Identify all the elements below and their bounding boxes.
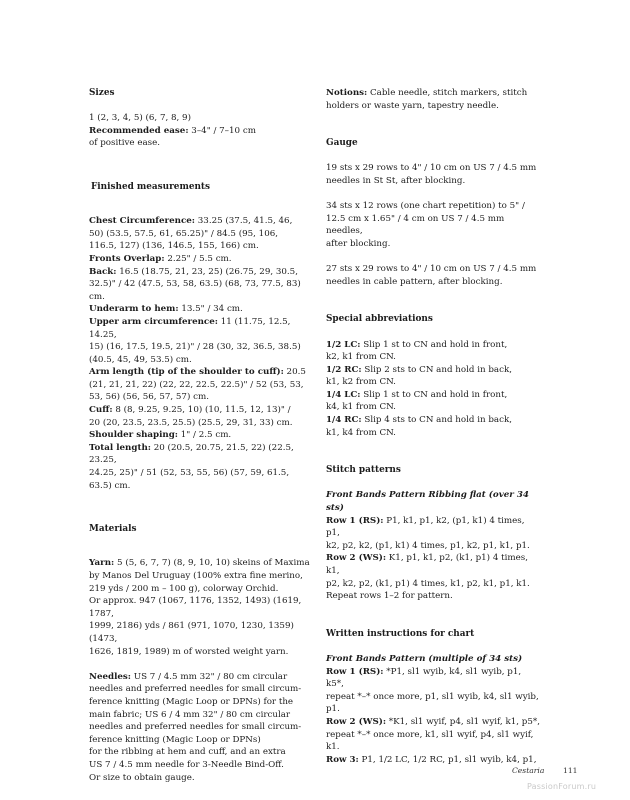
yarn-value-3: 219 yds / 200 m – 100 g), colorway Orchid. <box>89 583 279 594</box>
total-length-value-1: 20 (20.5, 20.75, 21.5, 22) (22.5, 23.25, <box>89 442 294 466</box>
needles-line <box>89 671 313 684</box>
notions-line <box>326 87 541 100</box>
gauge-heading: Gauge <box>326 138 358 149</box>
needles-value-9: Or size to obtain gauge. <box>89 772 195 783</box>
abbrev-3-line <box>326 389 541 402</box>
needles-value-8: US 7 / 4.5 mm needle for 3-Needle Bind-Off. <box>89 759 284 770</box>
page-number: 111 <box>563 766 578 775</box>
sizes-heading: Sizes <box>89 88 115 98</box>
gauge-2-line-3: after blocking. <box>326 238 391 249</box>
gauge-1-line-2: needles in St St, after blocking. <box>326 175 466 186</box>
abbrev-2-label: 1/2 RC: <box>326 364 362 375</box>
needles-value-1: US 7 / 4.5 mm 32" / 80 cm circular <box>131 671 288 682</box>
written-row-1-value-1: *P1, sl1 wyib, k4, sl1 wyib, p1, k5*, <box>326 666 522 690</box>
fronts-label: Fronts Overlap: <box>89 253 165 264</box>
gauge-2-line-2: 12.5 cm x 1.65" / 4 cm on US 7 / 4.5 mm needles, <box>326 213 505 237</box>
back-value-1: 16.5 (18.75, 21, 23, 25) (26.75, 29, 30.5, <box>116 266 298 277</box>
yarn-value-1: 5 (5, 6, 7, 7) (8, 9, 10, 10) skeins of Maxima <box>114 558 310 569</box>
back-line <box>89 266 313 279</box>
total-length-line <box>89 442 313 467</box>
abbrev-4-line <box>326 414 541 427</box>
stitch-patterns-heading: Stitch patterns <box>326 465 401 476</box>
shoulder-label: Shoulder shaping: <box>89 430 179 441</box>
needles-value-2: needles and preferred needles for small circum- <box>89 684 302 695</box>
watermark: PassionForum.ru <box>527 782 597 791</box>
stitch-row-1-value-2: k2, p2, k2, (p1, k1) 4 times, p1, k2, p1, k1, p1. <box>326 540 530 551</box>
abbrev-1-line <box>326 339 541 352</box>
cuff-value-2: 20 (20, 23.5, 23.5, 25.5) (25.5, 29, 31, 33) cm. <box>89 417 293 428</box>
written-subheading-text: Front Bands Pattern (multiple of 34 sts) <box>326 653 523 664</box>
yarn-value-2: by Manos Del Uruguay (100% extra fine merino, <box>89 571 303 581</box>
needles-value-3: ference knitting (Magic Loop or DPNs) for the <box>89 696 294 707</box>
yarn-value-5: 1999, 2186) yds / 861 (971, 1070, 1230, 1359) (1473, <box>89 621 294 644</box>
written-row-2-label: Row 2 (WS): <box>326 716 387 727</box>
written-row-3-label: Row 3: <box>326 754 359 765</box>
abbrev-2-value-1: Slip 2 sts to CN and hold in back, <box>361 364 512 375</box>
stitch-subheading <box>326 489 541 514</box>
gauge-2-line-1: 34 sts x 12 rows (one chart repetition) to 5" / <box>326 201 525 212</box>
shoulder-value: 1" / 2.5 cm. <box>178 430 232 441</box>
yarn-value-6: 1626, 1819, 1989) m of worsted weight yarn. <box>89 646 289 657</box>
ease-label: Recommended ease: <box>89 125 189 136</box>
stitch-row-1-line <box>326 515 541 540</box>
abbrev-3-value-2: k4, k1 from CN. <box>326 402 396 413</box>
notions-value-1: Cable needle, stitch markers, stitch <box>367 88 528 98</box>
footer-title: Cestaria <box>512 766 545 775</box>
underarm-value: 13.5" / 34 cm. <box>178 304 243 315</box>
notions-label: Notions: <box>326 88 368 98</box>
needles-value-5: needles and preferred needles for small circum- <box>89 722 302 733</box>
materials-heading: Materials <box>89 524 137 535</box>
abbrev-1-value-1: Slip 1 st to CN and hold in front, <box>360 339 508 350</box>
arm-length-value-3: 53, 56) (56, 56, 57, 57) cm. <box>89 392 209 403</box>
ease-line <box>89 125 313 138</box>
abbreviations-heading: Special abbreviations <box>326 314 433 325</box>
written-row-2-value-1: *K1, sl1 wyif, p4, sl1 wyif, k1, p5*, <box>386 716 540 727</box>
total-length-value-2: 24.25, 25)" / 51 (52, 53, 55, 56) (57, 59, 61.5, 63.5) cm. <box>89 468 290 491</box>
written-row-3-line <box>326 754 541 767</box>
written-row-2-line <box>326 716 541 729</box>
gauge-1-line-1: 19 sts x 29 rows to 4" / 10 cm on US 7 / 4.5 mm <box>326 163 537 174</box>
abbrev-2-value-2: k1, k2 from CN. <box>326 377 396 388</box>
upper-arm-value-2: 15) (16, 17.5, 19.5, 21)" / 28 (30, 32, 36.5, 38.5) <box>89 342 301 353</box>
chest-value-2: 50) (53.5, 57.5, 61, 65.25)" / 84.5 (95, 106, <box>89 228 279 239</box>
upper-arm-line <box>89 316 313 341</box>
stitch-row-1-value-1: P1, k1, p1, k2, (p1, k1) 4 times, p1, <box>326 515 525 539</box>
back-label: Back: <box>89 266 117 277</box>
abbrev-3-label: 1/4 LC: <box>326 389 361 400</box>
abbrev-4-value-2: k1, k4 from CN. <box>326 427 396 438</box>
stitch-repeat: Repeat rows 1–2 for pattern. <box>326 591 453 602</box>
cuff-label: Cuff: <box>89 405 113 416</box>
abbrev-3-value-1: Slip 1 st to CN and hold in front, <box>360 389 508 400</box>
yarn-line <box>89 557 313 570</box>
gauge-3-line-1: 27 sts x 29 rows to 4" / 10 cm on US 7 / 4.5 mm <box>326 264 537 275</box>
yarn-value-4: Or approx. 947 (1067, 1176, 1352, 1493) (1619, 1787, <box>89 596 302 619</box>
needles-label: Needles: <box>89 671 131 682</box>
arm-length-value-2: (21, 21, 21, 22) (22, 22, 22.5, 22.5)" / 52 (53, 53, <box>89 379 304 390</box>
written-subheading <box>326 653 541 666</box>
chest-line <box>89 215 313 228</box>
needles-value-4: main fabric; US 6 / 4 mm 32" / 80 cm circular <box>89 709 291 720</box>
upper-arm-value-1: 11 (11.75, 12.5, 14.25, <box>89 316 291 340</box>
written-row-2-value-2: repeat *–* once more, k1, sl1 wyif, p4, sl1 wyif, k1. <box>326 729 534 753</box>
abbrev-1-value-2: k2, k1 from CN. <box>326 352 396 363</box>
notions-value-2: holders or waste yarn, tapestry needle. <box>326 100 499 111</box>
chest-label: Chest Circumference: <box>89 216 195 227</box>
written-row-3-value-1: P1, 1/2 LC, 1/2 RC, p1, sl1 wyib, k4, p1, <box>358 754 537 765</box>
abbrev-4-value-1: Slip 4 sts to CN and hold in back, <box>361 415 512 426</box>
stitch-row-2-value-2: p2, k2, p2, (k1, p1) 4 times, k1, p2, k1, p1, k1. <box>326 578 530 589</box>
back-value-2: 32.5)" / 42 (47.5, 53, 58, 63.5) (68, 73, 77.5, 83) cm. <box>89 279 301 302</box>
chest-value-1: 33.25 (37.5, 41.5, 46, <box>195 216 293 227</box>
stitch-row-2-line <box>326 552 541 577</box>
stitch-row-1-label: Row 1 (RS): <box>326 515 384 526</box>
chest-value-3: 116.5, 127) (136, 146.5, 155, 166) cm. <box>89 241 259 252</box>
needles-value-6: ference knitting (Magic Loop or DPNs) <box>89 734 261 745</box>
cuff-line <box>89 404 313 417</box>
written-row-1-line <box>326 666 541 691</box>
upper-arm-label: Upper arm circumference: <box>89 316 218 327</box>
written-row-1-label: Row 1 (RS): <box>326 666 384 677</box>
arm-length-label: Arm length (tip of the shoulder to cuff): <box>89 367 284 378</box>
stitch-row-2-label: Row 2 (WS): <box>326 553 387 564</box>
ease-value-2: of positive ease. <box>89 138 160 149</box>
stitch-row-2-value-1: K1, p1, k1, p2, (k1, p1) 4 times, k1, <box>326 553 528 576</box>
underarm-label: Underarm to hem: <box>89 304 179 315</box>
cuff-value-1: 8 (8, 9.25, 9.25, 10) (10, 11.5, 12, 13)" / <box>112 405 291 416</box>
underarm-line <box>89 303 313 316</box>
stitch-subheading-text: Front Bands Pattern Ribbing flat (over 34 sts) <box>326 490 529 514</box>
shoulder-line <box>89 429 313 442</box>
gauge-3-line-2: needles in cable pattern, after blocking. <box>326 276 503 287</box>
fronts-value: 2.25" / 5.5 cm. <box>164 253 232 264</box>
right-column <box>326 87 541 766</box>
written-row-1-value-2: repeat *–* once more, p1, sl1 wyib, k4, sl1 wyib, p1. <box>326 691 539 715</box>
sizes-values: 1 (2, 3, 4, 5) (6, 7, 8, 9) <box>89 113 191 124</box>
abbrev-1-label: 1/2 LC: <box>326 339 361 350</box>
arm-length-line <box>89 366 313 379</box>
written-instructions-heading: Written instructions for chart <box>326 628 475 639</box>
abbrev-4-label: 1/4 RC: <box>326 415 362 426</box>
fronts-line <box>89 253 313 266</box>
total-length-label: Total length: <box>89 442 151 453</box>
arm-length-value: 20.5 <box>283 367 306 378</box>
yarn-label: Yarn: <box>89 558 115 569</box>
finished-heading: Finished measurements <box>91 181 211 192</box>
left-column <box>89 87 313 784</box>
abbrev-2-line <box>326 364 541 377</box>
upper-arm-value-3: (40.5, 45, 49, 53.5) cm. <box>89 354 192 365</box>
ease-value: 3–4" / 7–10 cm <box>188 125 256 136</box>
needles-value-7: for the ribbing at hem and cuff, and an extra <box>89 747 286 758</box>
